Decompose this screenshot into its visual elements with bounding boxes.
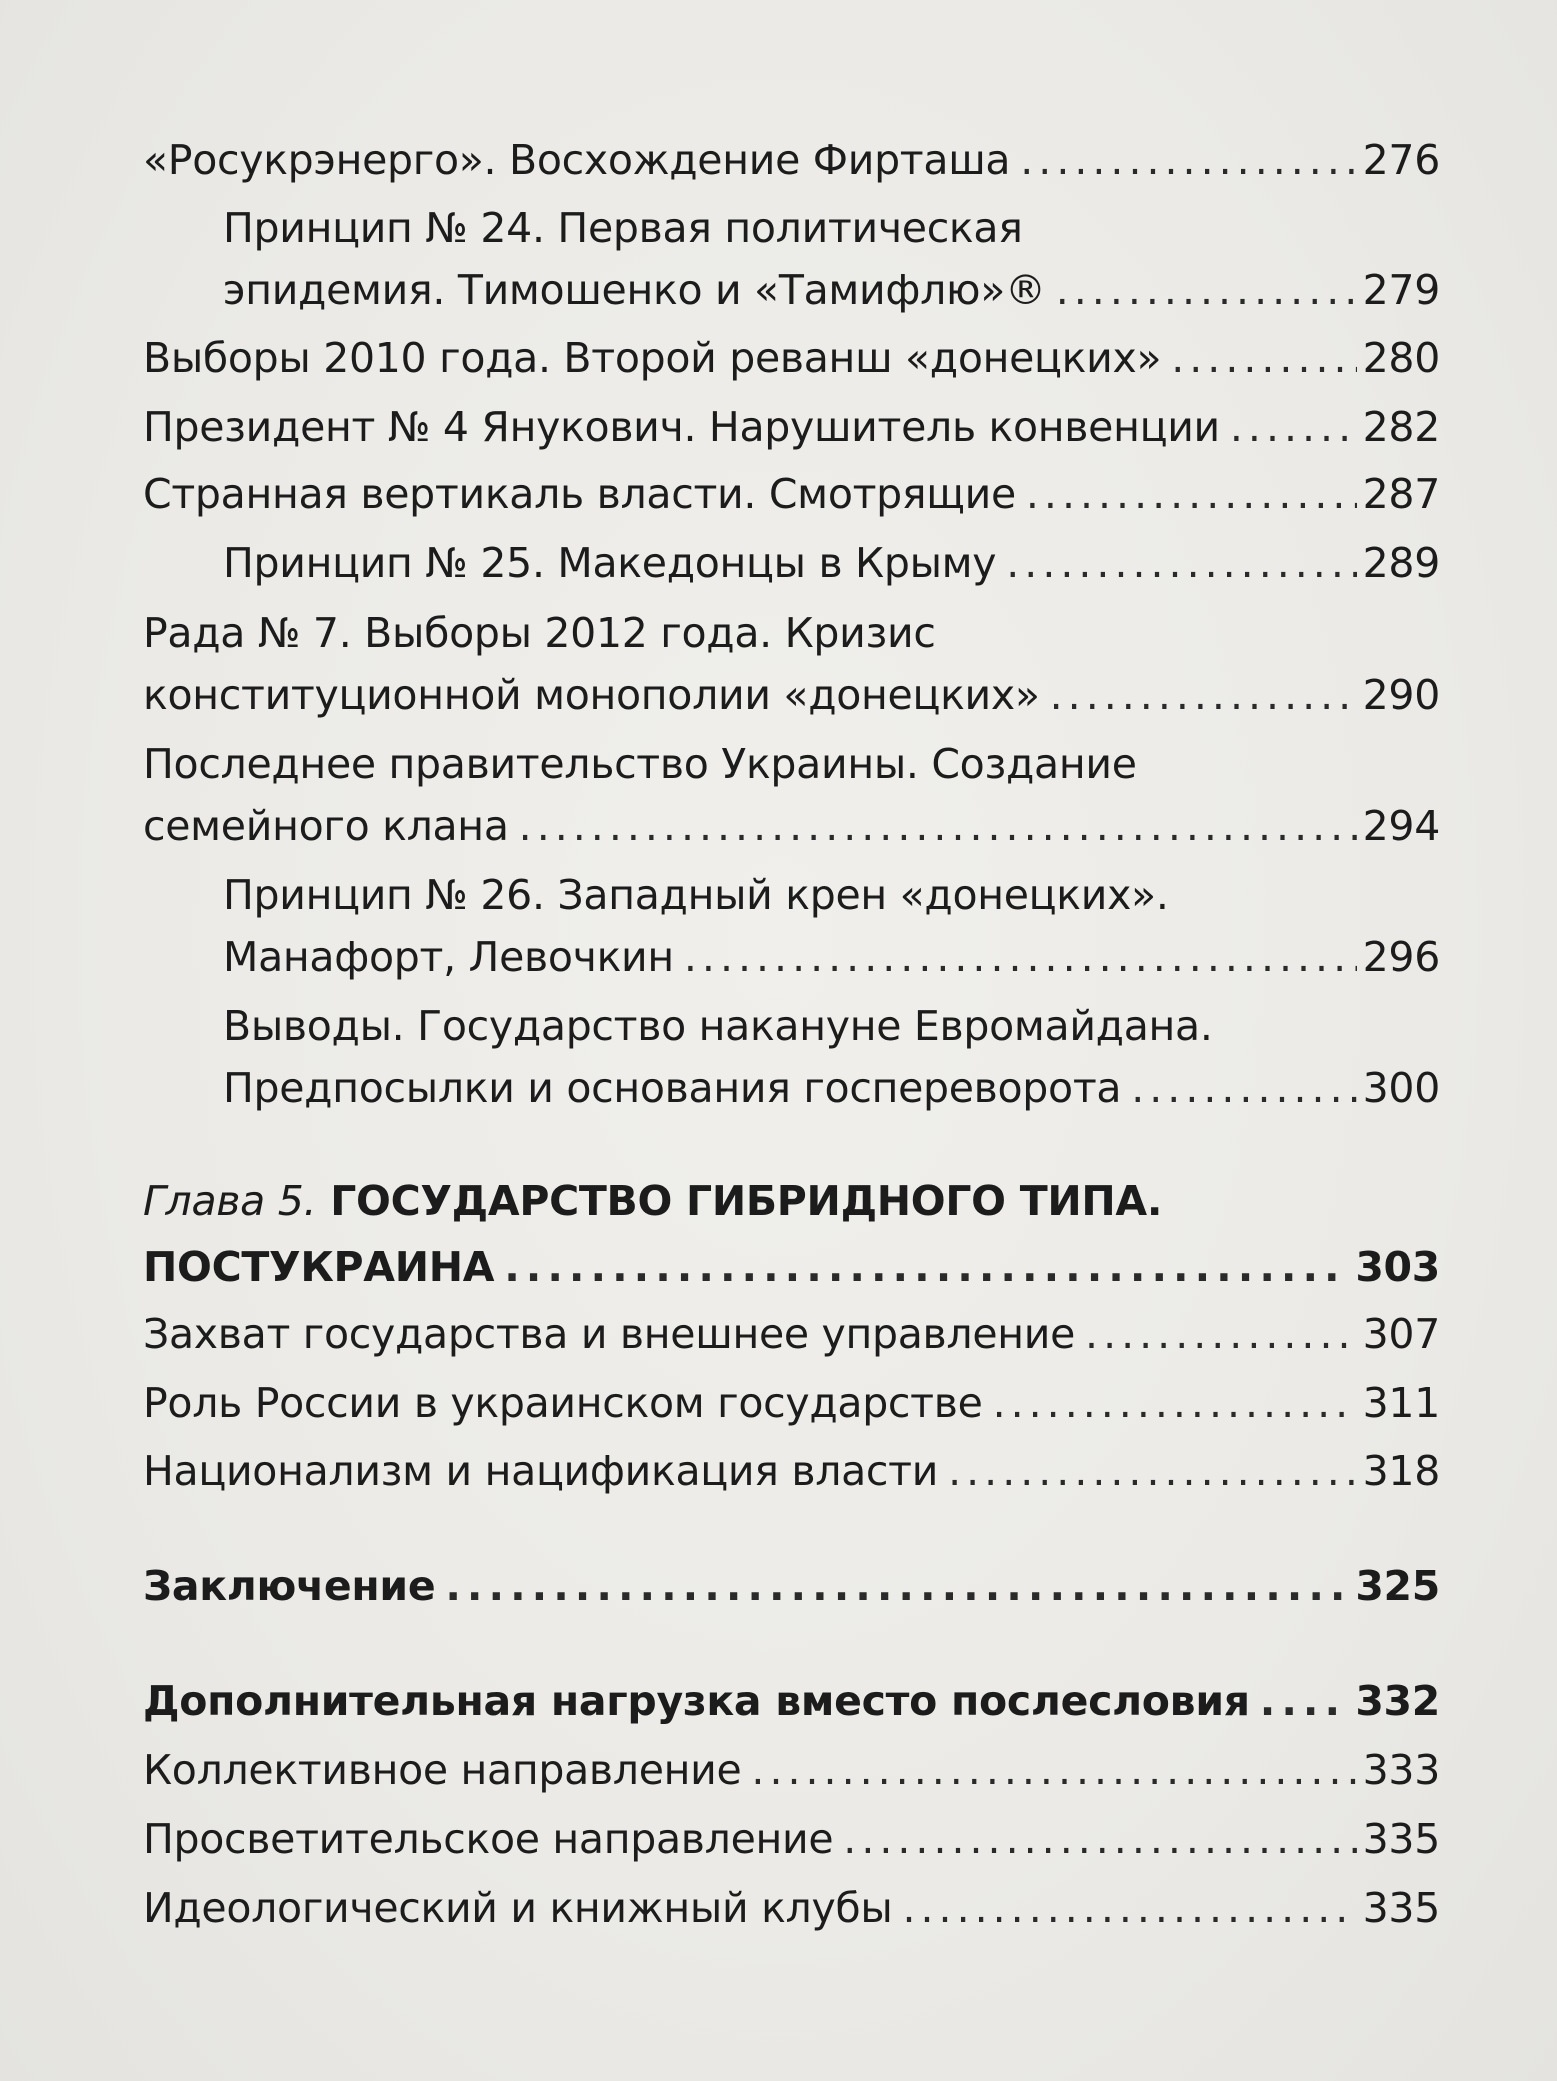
dot-leader: [1056, 259, 1357, 321]
toc-entry: [223, 197, 1440, 321]
toc-entry-title: Манафорт, Левочкин: [223, 933, 674, 981]
toc-entry-title-line1: Последнее правительство Украины. Создание: [143, 740, 1137, 788]
toc-entry-title: Предпосылки и основания госпереворота: [223, 1064, 1122, 1112]
dot-leader: [1171, 327, 1356, 389]
toc-entry-title: Национализм и нацификация власти: [143, 1447, 939, 1495]
toc-entry-title: Просветительское направление: [143, 1815, 834, 1863]
toc-entry-title: Заключение: [143, 1562, 436, 1610]
dot-leader: [519, 795, 1357, 857]
toc-page-number: 335: [1362, 1884, 1440, 1932]
dot-leader: [751, 1739, 1356, 1801]
toc-chapter-entry: [143, 1170, 1440, 1298]
toc-page-number: 333: [1362, 1746, 1440, 1794]
toc-entry-title-line1: Рада № 7. Выборы 2012 года. Кризис: [143, 609, 936, 657]
toc-page-number: 280: [1362, 334, 1440, 382]
toc-entry: [143, 602, 1440, 726]
toc-entry: [223, 864, 1440, 988]
toc-entry-title: «Росукрэнерго». Восхождение Фирташа: [143, 136, 1011, 184]
toc-entry: [143, 1808, 1440, 1870]
toc-entry-title: Дополнительная нагрузка вместо послесловия: [143, 1677, 1250, 1725]
toc-page-number: 294: [1362, 802, 1440, 850]
dot-leader: [1020, 129, 1356, 191]
toc-entry-title: Президент № 4 Янукович. Нарушитель конвенции: [143, 403, 1220, 451]
toc-entry: [143, 1372, 1440, 1434]
dot-leader: [1050, 664, 1357, 726]
toc-entry-title-line1: Принцип № 24. Первая политическая: [223, 204, 1023, 252]
dot-leader: [1230, 396, 1357, 458]
toc-page-number: 276: [1362, 136, 1440, 184]
toc-page-number: 311: [1362, 1379, 1440, 1427]
toc-page-number: 296: [1362, 933, 1440, 981]
toc-entry-title-line1: Выводы. Государство накануне Евромайдана.: [223, 1002, 1213, 1050]
toc-entry: [223, 532, 1440, 594]
toc-page-number: 307: [1362, 1310, 1440, 1358]
toc-entry-title: Принцип № 25. Македонцы в Крыму: [223, 539, 997, 587]
toc-entry-title: Захват государства и внешнее управление: [143, 1310, 1076, 1358]
toc-entry: [143, 129, 1440, 191]
toc-page-number: 332: [1355, 1677, 1440, 1725]
toc-entry-title: Странная вертикаль власти. Смотрящие: [143, 470, 1016, 518]
toc-page-number: 289: [1362, 539, 1440, 587]
chapter-label: Глава 5.: [143, 1177, 317, 1225]
toc-entry-title: конституционной монополии «донецких»: [143, 671, 1040, 719]
toc-entry-title: Коллективное направление: [143, 1746, 742, 1794]
dot-leader: [1131, 1057, 1356, 1119]
toc-entry: [143, 1739, 1440, 1801]
toc-entry: [143, 733, 1440, 857]
toc-entry: [143, 1440, 1440, 1502]
toc-page-number: 290: [1362, 671, 1440, 719]
toc-section-entry: [143, 1555, 1440, 1617]
toc-entry: [143, 1303, 1440, 1365]
dot-leader: [445, 1555, 1349, 1617]
toc-entry: [143, 463, 1440, 525]
toc-entry-title: эпидемия. Тимошенко и «Тамифлю»®: [223, 266, 1046, 314]
dot-leader: [902, 1877, 1356, 1939]
toc-page-number: 279: [1362, 266, 1440, 314]
toc-page-number: 303: [1355, 1243, 1440, 1291]
toc-entry-title: Выборы 2010 года. Второй реванш «донецких»: [143, 334, 1162, 382]
toc-entry-title: Идеологический и книжный клубы: [143, 1884, 893, 1932]
dot-leader: [1006, 532, 1356, 594]
toc-entry: [143, 1877, 1440, 1939]
toc-entry: [143, 327, 1440, 389]
toc-page-number: 335: [1362, 1815, 1440, 1863]
toc-entry-title: ПОСТУКРАИНА: [143, 1243, 495, 1291]
toc-page-number: 300: [1362, 1064, 1440, 1112]
dot-leader: [843, 1808, 1356, 1870]
toc-entry-title: семейного клана: [143, 802, 509, 850]
toc-page-number: 325: [1355, 1562, 1440, 1610]
dot-leader: [1026, 463, 1357, 525]
toc-entry: [223, 995, 1440, 1119]
toc-entry-title-line1: Принцип № 26. Западный крен «донецких».: [223, 871, 1169, 919]
dot-leader: [948, 1440, 1357, 1502]
toc-entry: [143, 396, 1440, 458]
toc-page-number: 282: [1362, 403, 1440, 451]
toc-section-entry: [143, 1670, 1440, 1732]
dot-leader: [504, 1236, 1349, 1298]
toc-entry-title: Роль России в украинском государстве: [143, 1379, 983, 1427]
dot-leader: [1085, 1303, 1357, 1365]
dot-leader: [993, 1372, 1357, 1434]
toc-page-number: 318: [1362, 1447, 1440, 1495]
toc-page-number: 287: [1362, 470, 1440, 518]
toc-entry-title-line1: ГОСУДАРСТВО ГИБРИДНОГО ТИПА.: [330, 1177, 1163, 1225]
dot-leader: [1260, 1670, 1350, 1732]
dot-leader: [684, 926, 1357, 988]
